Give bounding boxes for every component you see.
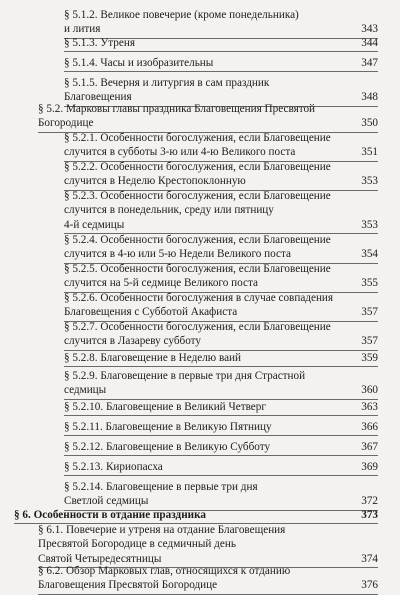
toc-entry-title: § 5.2.1. Особенности богослужения, если Благовещение случится в субботы 3-ю или 4-ю Великого поста xyxy=(64,132,331,159)
toc-entry-title: § 5.1.3. Утреня xyxy=(64,37,135,49)
toc-entry-title: § 5.2.7. Особенности богослужения, если Благовещение случится в Лазареву субботу xyxy=(64,321,331,348)
toc-entry-page: 350 xyxy=(361,117,378,130)
toc-entry-page: 348 xyxy=(361,91,378,104)
toc-entry-title: § 5.2.6. Особенности богослужения в случае совпадения Благовещения с Субботой Акафиста xyxy=(64,292,334,319)
toc-entry xyxy=(64,8,378,39)
toc-entry-title: § 5.2.8. Благовещение в Неделю ваий xyxy=(64,352,242,364)
toc-entry-page: 363 xyxy=(361,401,378,413)
toc-entry xyxy=(64,420,378,436)
toc-entry-page: 354 xyxy=(361,248,378,261)
toc-entry-title: § 5.2.11. Благовещение в Великую Пятницу xyxy=(64,421,272,433)
toc-entry xyxy=(64,291,378,322)
toc-entry-title: § 5.1.2. Великое повечерие (кроме понедельника) и лития xyxy=(64,9,299,36)
toc-entry-page: 372 xyxy=(361,495,378,508)
toc-entry-page: 357 xyxy=(361,306,378,319)
toc-entry xyxy=(64,440,378,456)
toc-entry-page: 343 xyxy=(361,23,378,36)
toc-entry-title: § 5.2.12. Благовещение в Великую Субботу xyxy=(64,441,271,453)
toc-entry-page: 373 xyxy=(361,509,378,521)
toc-entry-page: 359 xyxy=(361,352,378,364)
toc-entry-page: 360 xyxy=(361,384,378,397)
toc-entry-page: 367 xyxy=(361,441,378,453)
toc-entry xyxy=(64,400,378,416)
toc-entry-title: § 5.2.3. Особенности богослужения, если Благовещение случится в понедельник, среду или пятницу 4-й седмицы xyxy=(64,190,331,231)
toc-entry xyxy=(64,480,378,511)
toc-entry-page: 353 xyxy=(361,218,378,231)
toc-entry xyxy=(64,160,378,191)
toc-entry-page: 353 xyxy=(361,175,378,188)
toc-entry xyxy=(64,460,378,476)
toc-entry-title: § 6.2. Обзор Марковых глав, относящихся к отданию Благовещения Пресвятой Богородице xyxy=(38,565,291,592)
toc-entry xyxy=(64,369,378,400)
toc-entry xyxy=(64,36,378,52)
toc-entry-page: 369 xyxy=(361,461,378,473)
toc-entry-page: 366 xyxy=(361,421,378,433)
toc-entry xyxy=(64,56,378,72)
toc-entry-title: § 5.2.2. Особенности богослужения, если Благовещение случится в Неделю Крестопоклонную xyxy=(64,161,331,188)
toc-entry-title: § 5.1.5. Вечерня и литургия в сам праздник Благовещения xyxy=(64,77,270,104)
toc-entry-page: 347 xyxy=(361,57,378,69)
toc-entry-title: § 5.2.13. Кириопасха xyxy=(64,461,163,473)
toc-entry-title: § 5.2.5. Особенности богослужения, если Благовещение случится на 5-й седмице Великого поста xyxy=(64,263,331,290)
toc-entry-page: 374 xyxy=(361,552,378,565)
toc-entry-title: § 5.2. Марковы главы праздника Благовещения Пресвятой Богородице xyxy=(38,103,316,130)
toc-entry-page: 376 xyxy=(361,579,378,592)
toc-entry xyxy=(64,351,378,367)
toc-entry xyxy=(64,189,378,234)
toc-entry-title: § 5.2.10. Благовещение в Великий Четверг xyxy=(64,401,266,413)
toc-entry-page: 351 xyxy=(361,146,378,159)
toc-entry xyxy=(38,102,378,133)
toc-entry-page: 344 xyxy=(361,37,378,49)
toc-entry xyxy=(64,320,378,351)
toc-entry xyxy=(38,564,378,595)
toc-section-heading xyxy=(14,508,378,524)
toc-entry-title: § 5.2.14. Благовещение в первые три дня Светлой седмицы xyxy=(64,481,258,508)
toc-entry-title: § 5.2.9. Благовещение в первые три дня Страстной седмицы xyxy=(64,370,306,397)
toc-entry xyxy=(64,233,378,264)
toc-entry-title: § 5.2.4. Особенности богослужения, если Благовещение случится в 4-ю или 5-ю Недели Великого поста xyxy=(64,234,331,261)
toc-entry-page: 357 xyxy=(361,335,378,348)
toc-entry-title: § 6.1. Повечерие и утреня на отдание Благовещения Пресвятой Богородице в седмичный день Святой Четыредесятницы xyxy=(38,524,286,565)
toc-entry xyxy=(38,523,378,568)
toc-entry-title: § 6. Особенности в отдание праздника xyxy=(14,509,206,521)
toc-entry xyxy=(64,131,378,162)
toc-entry xyxy=(64,262,378,293)
toc-entry-title: § 5.1.4. Часы и изобразительны xyxy=(64,57,214,69)
toc-entry-page: 355 xyxy=(361,277,378,290)
